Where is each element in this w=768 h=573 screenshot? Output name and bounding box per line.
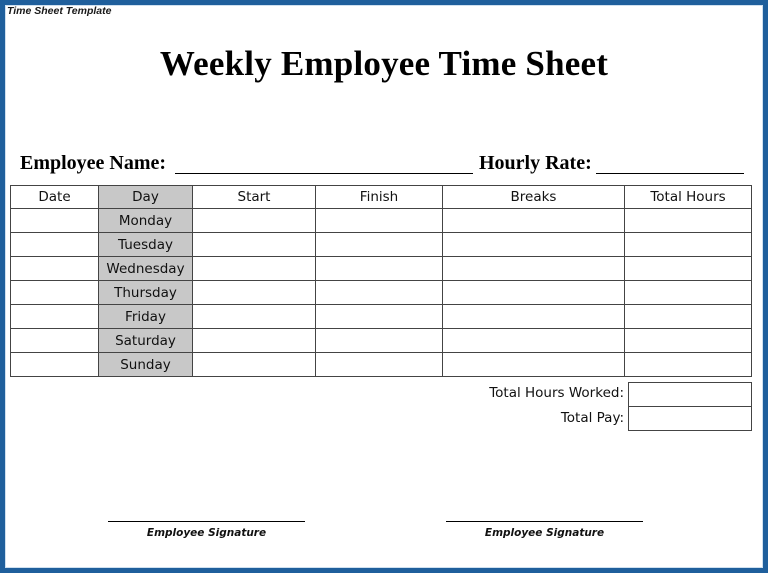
table-row [11, 281, 752, 305]
breaks-cell[interactable] [443, 233, 625, 257]
finish-cell[interactable] [316, 281, 443, 305]
date-cell[interactable] [11, 329, 99, 353]
start-cell[interactable] [193, 353, 316, 377]
signature-label-left: Employee Signature [146, 527, 267, 539]
page-title: Weekly Employee Time Sheet [159, 44, 609, 83]
total-hours-cell[interactable] [625, 233, 752, 257]
total-hours-cell[interactable] [625, 305, 752, 329]
finish-cell[interactable] [316, 257, 443, 281]
employee-name-field[interactable] [175, 173, 473, 174]
start-cell[interactable] [193, 329, 316, 353]
day-cell: Thursday [99, 281, 193, 305]
column-header-finish: Finish [316, 186, 443, 209]
table-row [11, 257, 752, 281]
time-sheet-table [10, 185, 752, 377]
employee-fields [14, 148, 744, 178]
date-cell[interactable] [11, 233, 99, 257]
table-row [11, 233, 752, 257]
day-cell: Saturday [99, 329, 193, 353]
finish-cell[interactable] [316, 305, 443, 329]
column-header-date: Date [11, 186, 99, 209]
date-cell[interactable] [11, 257, 99, 281]
day-cell: Wednesday [99, 257, 193, 281]
date-cell[interactable] [11, 305, 99, 329]
hourly-rate-field[interactable] [596, 173, 744, 174]
breaks-cell[interactable] [443, 305, 625, 329]
start-cell[interactable] [193, 209, 316, 233]
breaks-cell[interactable] [443, 353, 625, 377]
template-label: Time Sheet Template [7, 5, 112, 17]
day-cell: Sunday [99, 353, 193, 377]
date-cell[interactable] [11, 209, 99, 233]
start-cell[interactable] [193, 257, 316, 281]
total-hours-cell[interactable] [625, 281, 752, 305]
column-header-day: Day [99, 186, 193, 209]
table-row [11, 353, 752, 377]
finish-cell[interactable] [316, 353, 443, 377]
finish-cell[interactable] [316, 329, 443, 353]
table-row [11, 209, 752, 233]
total-hours-worked-label: Total Hours Worked: [489, 385, 624, 401]
total-hours-worked-field[interactable] [628, 382, 752, 407]
date-cell[interactable] [11, 353, 99, 377]
column-header-total-hours: Total Hours [625, 186, 752, 209]
total-pay-label: Total Pay: [560, 410, 624, 426]
column-header-start: Start [193, 186, 316, 209]
table-row [11, 305, 752, 329]
total-pay-field[interactable] [628, 406, 752, 431]
signature-label-right: Employee Signature [484, 527, 605, 539]
table-header-row [11, 186, 752, 209]
breaks-cell[interactable] [443, 257, 625, 281]
finish-cell[interactable] [316, 209, 443, 233]
finish-cell[interactable] [316, 233, 443, 257]
signature-line-right[interactable] [446, 521, 643, 522]
total-hours-cell[interactable] [625, 353, 752, 377]
employee-name-label: Employee Name: [20, 152, 167, 174]
total-hours-cell[interactable] [625, 257, 752, 281]
total-hours-cell[interactable] [625, 329, 752, 353]
day-cell: Friday [99, 305, 193, 329]
signature-line-left[interactable] [108, 521, 305, 522]
start-cell[interactable] [193, 281, 316, 305]
date-cell[interactable] [11, 281, 99, 305]
hourly-rate-label: Hourly Rate: [479, 152, 592, 174]
start-cell[interactable] [193, 233, 316, 257]
breaks-cell[interactable] [443, 281, 625, 305]
breaks-cell[interactable] [443, 209, 625, 233]
start-cell[interactable] [193, 305, 316, 329]
table-row [11, 329, 752, 353]
total-hours-cell[interactable] [625, 209, 752, 233]
column-header-breaks: Breaks [443, 186, 625, 209]
day-cell: Monday [99, 209, 193, 233]
breaks-cell[interactable] [443, 329, 625, 353]
day-cell: Tuesday [99, 233, 193, 257]
